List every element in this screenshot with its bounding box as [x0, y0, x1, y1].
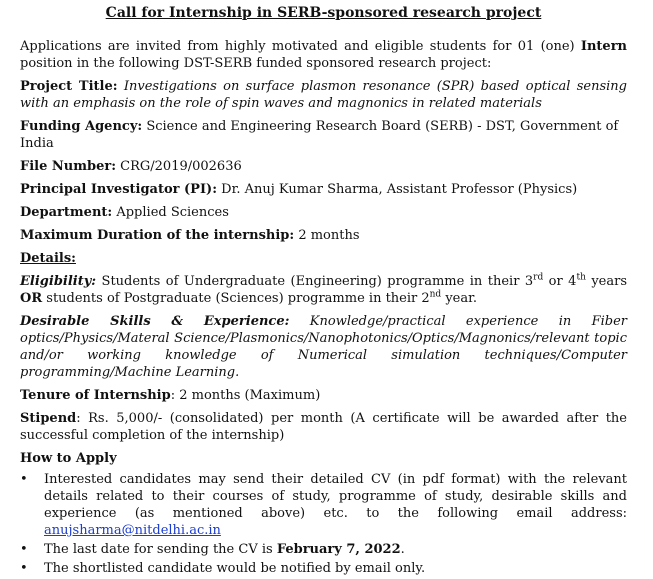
eligibility-sup-rd: rd: [533, 272, 544, 283]
tenure-label: Tenure of Internship: [20, 388, 171, 403]
apply-bullet-1-text: Interested candidates may send their detailed CV (in pdf format) with the relevant details related to their courses of study, programme of study, desirable skills and experience (as mentioned above) etc. to the following email address:: [44, 472, 627, 521]
stipend-row: [20, 410, 627, 444]
eligibility-text-1: Students of Undergraduate (Engineering) programme in their 3: [96, 274, 534, 289]
skills-label: Desirable Skills & Experience:: [20, 314, 290, 329]
department-label: Department:: [20, 205, 113, 220]
apply-bullet-2-text: The last date for sending the CV is: [44, 542, 277, 557]
project-title-row: [20, 78, 627, 112]
stipend-label: Stipend: [20, 411, 77, 426]
stipend-value: : Rs. 5,000/- (consolidated) per month (A certificate will be awarded after the successful completion of the internship): [20, 411, 627, 443]
list-item: [44, 541, 627, 558]
pi-value: Dr. Anuj Kumar Sharma, Assistant Professor (Physics): [221, 182, 578, 197]
eligibility-text-5: year.: [441, 291, 478, 306]
list-item: [44, 471, 627, 539]
project-title-label: Project Title:: [20, 79, 118, 94]
eligibility-sup-th: th: [576, 272, 586, 283]
details-heading: Details:: [20, 251, 76, 266]
how-to-apply-row: [20, 450, 627, 467]
eligibility-sup-nd: nd: [429, 289, 442, 300]
funding-row: [20, 118, 627, 152]
email-link[interactable]: anujsharma@nitdelhi.ac.in: [44, 523, 221, 538]
department-row: [20, 204, 627, 221]
project-title-value: Investigations on surface plasmon resonance (SPR) based optical sensing with an emphasis on the role of spin waves and magnonics in related materials: [20, 79, 628, 111]
page-title: Call for Internship in SERB-sponsored research project: [105, 5, 542, 21]
eligibility-text-3: years: [585, 274, 628, 289]
tenure-value: : 2 months (Maximum): [170, 388, 321, 403]
file-number-row: [20, 158, 627, 175]
eligibility-row: [20, 273, 627, 307]
eligibility-label: Eligibility:: [20, 274, 97, 289]
file-number-label: File Number:: [20, 159, 117, 174]
list-item: [44, 560, 627, 577]
skills-value: Knowledge/practical experience in Fiber optics/Physics/Materal Science/Plasmonics/Nanophotonics/Optics/Magnonics/relevant topic and/or working knowledge of Numerical simulation techniques/Computer programming/Machine Learning.: [20, 314, 627, 380]
funding-label: Funding Agency:: [20, 119, 143, 134]
tenure-row: [20, 387, 627, 404]
department-value: Applied Sciences: [116, 205, 229, 220]
apply-list: [20, 471, 627, 577]
pi-label: Principal Investigator (PI):: [20, 182, 217, 197]
deadline-date: February 7, 2022: [276, 542, 401, 557]
skills-row: [20, 313, 627, 381]
how-to-apply-heading: How to Apply: [20, 451, 117, 466]
eligibility-or: OR: [20, 291, 43, 306]
intro-bold-intern: Intern: [580, 39, 627, 54]
duration-value: 2 months: [298, 228, 360, 243]
file-number-value: CRG/2019/002636: [120, 159, 242, 174]
intro-text-end: position in the following DST-SERB funded sponsored research project:: [20, 56, 492, 71]
apply-bullet-2-end: .: [400, 542, 405, 557]
pi-row: [20, 181, 627, 198]
apply-bullet-3-text: The shortlisted candidate would be notified by email only.: [44, 561, 426, 576]
intro-text: Applications are invited from highly motivated and eligible students for 01 (one): [20, 39, 581, 54]
intro-paragraph: [20, 38, 627, 72]
eligibility-text-4: students of Postgraduate (Sciences) programme in their 2: [42, 291, 430, 306]
duration-label: Maximum Duration of the internship:: [20, 228, 295, 243]
duration-row: [20, 227, 627, 244]
funding-value: Science and Engineering Research Board (SERB) - DST, Government of India: [20, 119, 619, 151]
eligibility-text-2: or 4: [543, 274, 577, 289]
details-heading-row: [20, 250, 627, 267]
